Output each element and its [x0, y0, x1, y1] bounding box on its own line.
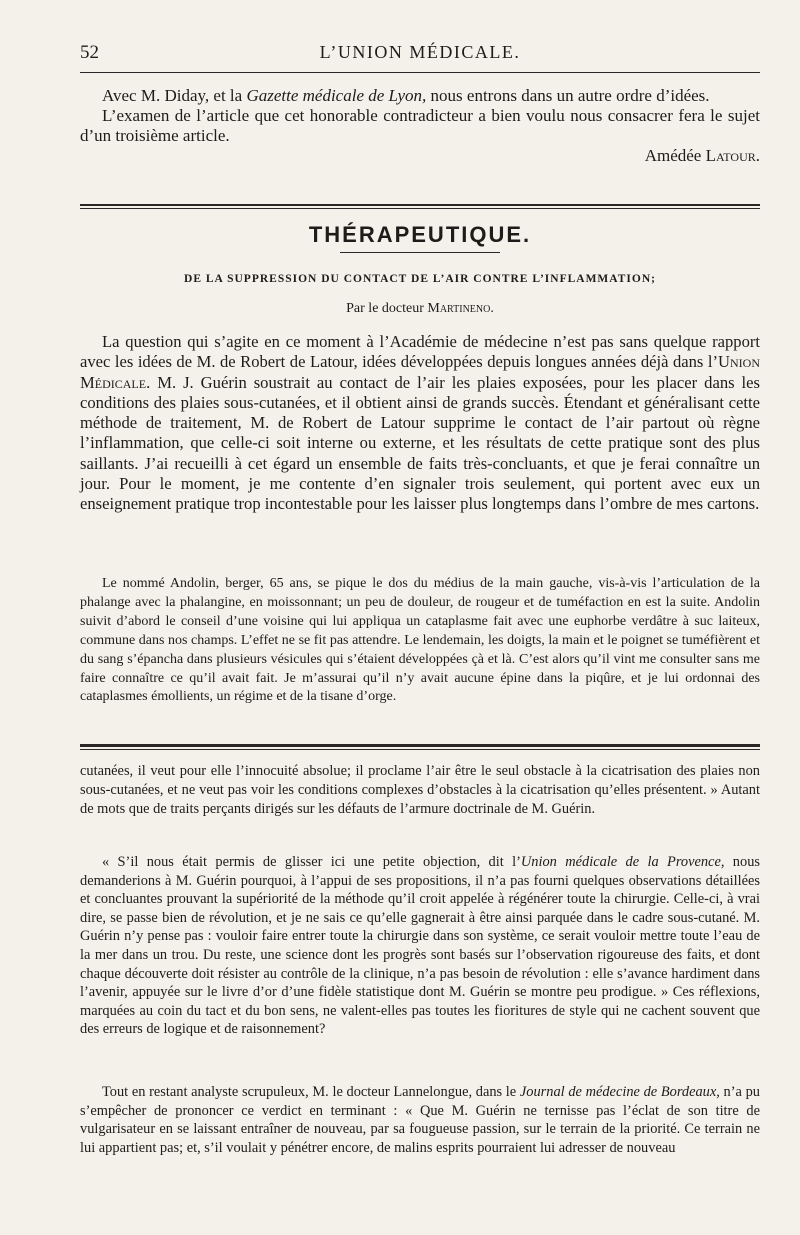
feuilleton-text: cutanées, il veut pour elle l’innocuité absolue; il proclame l’air être le seul obstacle à la cicatrisation des plaies non sous-cutanées, et ne veut pas voir les conditions complexes d’obstacles à la cicatrisation qu’elles présentent. » Autant de mots que de traits perçants dirigés sur les défauts de l’armure doctrinale de M. Guérin. — [80, 763, 760, 817]
section-title: THÉRAPEUTIQUE. — [308, 222, 532, 247]
title-underline — [340, 252, 500, 253]
case-text: Le nommé Andolin, berger, 65 ans, se pique le dos du médius de la main gauche, vis-à-vis l’articulation de la phalange avec la phalangine, en moissonnant; un peu de douleur, de rougeur et de tuméfaction en est la suite. Andolin suivit d’abord le conseil d’une voisine qui lui appliqua un cataplasme fait avec une euphorbe verdâtre à suc laiteux, commune dans nos champs. L’effet ne se fit pas attendre. Le lendemain, les doigts, la main et le poignet se tuméfièrent et du sang s’épancha dans plusieurs vésicules qui s’étaient développées çà et là. C’est alors qu’il vint me consulter sans me faire connaître ce qu’il avait fait. Je m’assurai qu’il n’y avait aucune épine dans la piqûre, et je lui ordonnai des cataplasmes émollients, un régime et de la tisane d’orge. — [80, 576, 760, 705]
author-signature — [80, 146, 760, 166]
header-rule — [80, 72, 760, 73]
intro-text: Avec M. Diday, et la — [102, 86, 247, 105]
feuilleton-text-part: Tout en restant analyste scrupuleux, M. le docteur Lannelongue, dans le — [102, 1084, 520, 1100]
section-divider-thin — [80, 208, 760, 209]
feuilleton-text — [80, 1083, 760, 1157]
intro-paragraph-2: L’examen de l’article que cet honorable contradicteur a bien voulu nous consacrer fera le sujet d’un troisième article. — [80, 106, 760, 145]
journal-name: Journal de médecine de Bordeaux, — [519, 1084, 720, 1100]
main-text — [80, 332, 760, 515]
section-divider-thick — [80, 204, 760, 206]
feuilleton-text-part: n’a pu s’empêcher de prononcer ce verdict en terminant : « Que M. Guérin ne ternisse pas l’éclat de son titre de vulgarisateur en se laissant entraîner de nouveau, par sa fougueuse passion, sur le terrain de la priorité. Ce terrain ne lui appartient pas; et, s’il voulait y pénétrer encore, de malins esprits pourraient lui adresser de nouveau — [80, 1084, 760, 1156]
feuilleton-divider-thin — [80, 749, 760, 750]
feuilleton-divider-thick — [80, 744, 760, 747]
article-byline — [80, 301, 760, 317]
feuilleton-paragraph-1 — [80, 762, 760, 819]
journal-name: Union Médicale — [80, 352, 760, 392]
journal-name: Union médicale de la Provence, — [520, 854, 725, 870]
page-number: 52 — [80, 42, 99, 63]
main-text-part: La question qui s’agite en ce moment à l’Académie de médecine n’est pas sans quelque rapport avec les idées de M. de Robert de Latour, idées développées depuis longues années déjà dans l’ — [80, 332, 760, 372]
byline-author: Martineno. — [427, 301, 494, 316]
signature-last-name: Latour. — [705, 146, 760, 165]
signature-first-name: Amédée — [644, 146, 702, 165]
feuilleton-paragraph-3 — [80, 1083, 760, 1157]
running-title: L’UNION MÉDICALE. — [319, 42, 521, 62]
article-subtitle: DE LA SUPPRESSION DU CONTACT DE L’AIR CONTRE L’INFLAMMATION; — [184, 273, 656, 285]
feuilleton-text — [80, 853, 760, 1039]
intro-section — [80, 86, 760, 166]
byline-prefix: Par le docteur — [346, 301, 428, 316]
page-header — [80, 38, 760, 68]
main-text-part: . M. J. Guérin soustrait au contact de l’air les plaies exposées, pour les placer dans les conditions des plaies sous-cutanées, et il obtient ainsi de grands succès. Étendant et généralisant cette méthode de traitement, M. de Robert de Latour supprime le contact de l’air partout où règne l’inflammation, que celle-ci soit interne ou externe, et les résultats de cette pratique sont des plus saillants. J’ai recueilli à cet égard un ensemble de faits très-concluants, et que je ferai connaître un jour. Pour le moment, je me contente d’en signaler trois seulement, qui portent avec eux un enseignement pratique trop incontestable pour les laisser plus longtemps dans l’ombre de mes cartons. — [80, 372, 760, 514]
case-report — [80, 575, 760, 707]
feuilleton-text-part: « S’il nous était permis de glisser ici une petite objection, dit l’ — [102, 854, 521, 870]
feuilleton-text-part: nous demanderions à M. Guérin pourquoi, à l’appui de ses propositions, il n’a pas fourni quelques observations détaillées et concluantes prouvant la supériorité de la méthode qu’il croit appelée à régénérer toute la chirurgie. Celle-ci, à vrai dire, se passe bien de révolution, et je ne sais ce qu’elle gagnerait à être ainsi parquée dans le cadre sous-cutané. M. Guérin n’y pense pas : vouloir faire entrer toute la chirurgie dans son système, ce serait vouloir mettre toute l’eau de la mer dans un trou. Du reste, une science dont les progrès sont basés sur l’observation rigoureuse des faits, et dont chaque découverte doit résister au contrôle de la clinique, n’a pas besoin de révolution : elle s’avance hardiment dans l’avenir, appuyée sur le livre d’or d’une fidèle statistique dont M. Guérin se montre peu prodigue. » Ces réflexions, marquées au coin du tact et du bon sens, ne valent-elles pas toutes les fioritures de style qui ne cachent souvent que des erreurs de logique et de raisonnement? — [80, 854, 760, 1038]
journal-name: Gazette médicale de Lyon, — [246, 86, 427, 105]
feuilleton-paragraph-2 — [80, 853, 760, 1039]
intro-paragraph-1 — [80, 86, 760, 106]
main-paragraph — [80, 332, 760, 515]
intro-text: nous entrons dans un autre ordre d’idées. — [426, 86, 710, 105]
